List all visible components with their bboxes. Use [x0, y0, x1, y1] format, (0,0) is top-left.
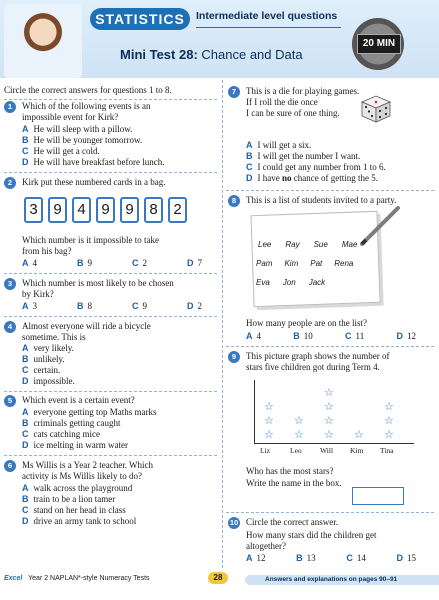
- option-c[interactable]: C certain.: [22, 365, 61, 375]
- question-2-options: [22, 258, 202, 268]
- number-card: 3: [24, 197, 43, 223]
- question-line: If I roll the die once: [246, 97, 318, 107]
- student-name: Pam: [256, 259, 273, 268]
- graph-star-icon: ☆: [384, 415, 394, 427]
- option-b[interactable]: B I will get the number I want.: [246, 151, 361, 161]
- option-a[interactable]: A I will get a six.: [246, 140, 312, 150]
- question-line: sometime. This is: [22, 332, 86, 342]
- graph-star-icon: ☆: [384, 429, 394, 441]
- answer-box[interactable]: [352, 487, 404, 505]
- graph-axis: [254, 380, 255, 444]
- number-cards: [24, 197, 187, 223]
- option-a[interactable]: A everyone getting top Maths marks: [22, 407, 157, 417]
- names-row: [256, 278, 325, 287]
- question-2-stem: Kirk put these numbered cards in a bag.: [22, 177, 166, 187]
- names-row: [256, 259, 353, 268]
- graph-star-icon: ☆: [324, 415, 334, 427]
- option-d[interactable]: D 12: [396, 331, 416, 341]
- question-line: altogether?: [246, 541, 286, 551]
- option-b[interactable]: B unlikely.: [22, 354, 65, 364]
- question-line: activity is Ms Willis likely to do?: [22, 471, 142, 481]
- question-10-stem: Circle the correct answer.: [246, 517, 338, 527]
- answers-ref: Answers and explanations on pages 90–91: [245, 575, 439, 585]
- option-a[interactable]: A walk across the playground: [22, 483, 133, 493]
- option-c[interactable]: C 11: [345, 331, 365, 341]
- number-card: 4: [72, 197, 91, 223]
- option-a[interactable]: A 4: [22, 258, 37, 268]
- test-number: Mini Test 28:: [120, 47, 198, 62]
- question-number: 4: [4, 321, 16, 333]
- graph-star-icon: ☆: [384, 401, 394, 413]
- question-number: 7: [228, 86, 240, 98]
- option-b[interactable]: B 10: [293, 331, 313, 341]
- number-card: 2: [168, 197, 187, 223]
- option-b[interactable]: B 13: [296, 553, 316, 563]
- student-photo: [4, 4, 82, 78]
- option-c[interactable]: C cats catching mice: [22, 429, 100, 439]
- question-line: stars five children got during Term 4.: [246, 362, 380, 372]
- graph-star-icon: ☆: [294, 429, 304, 441]
- option-c[interactable]: C 2: [132, 258, 147, 268]
- question-line: This is a die for playing games.: [246, 86, 360, 96]
- question-5-text: Which event is a certain event?: [22, 395, 135, 405]
- option-d[interactable]: D drive an army tank to school: [22, 516, 137, 526]
- timer-label: 20 MIN: [357, 34, 401, 54]
- section-title: STATISTICS: [90, 8, 190, 30]
- option-a[interactable]: A He will sleep with a pillow.: [22, 124, 133, 134]
- question-9-instruction: Write the name in the box.: [246, 478, 342, 488]
- graph-child-label: Leo: [290, 446, 302, 455]
- graph-axis: [254, 443, 414, 444]
- test-topic: Chance and Data: [201, 47, 303, 62]
- question-line: by Kirk?: [22, 289, 54, 299]
- column-divider: [222, 80, 223, 570]
- instructions: Circle the correct answers for questions 1 to 8.: [4, 85, 172, 95]
- question-line: I can be sure of one thing.: [246, 108, 340, 118]
- question-2-text: [22, 235, 159, 257]
- graph-star-icon: ☆: [324, 387, 334, 399]
- graph-star-icon: ☆: [354, 429, 364, 441]
- question-number: 8: [228, 195, 240, 207]
- level-underline: [196, 27, 341, 28]
- page-number: 28: [208, 572, 228, 584]
- student-name: Lee: [258, 240, 272, 249]
- question-number: 3: [4, 278, 16, 290]
- question-line: Almost everyone will ride a bicycle: [22, 321, 151, 331]
- option-d[interactable]: D impossible.: [22, 376, 75, 386]
- student-name: Kim: [284, 259, 299, 268]
- option-d[interactable]: D He will have breakfast before lunch.: [22, 157, 165, 167]
- book-title: Year 2 NAPLAN*-style Numeracy Tests: [28, 575, 150, 582]
- graph-child-label: Tina: [380, 446, 394, 455]
- option-a[interactable]: A very likely.: [22, 343, 74, 353]
- number-card: 9: [120, 197, 139, 223]
- question-number: 9: [228, 351, 240, 363]
- student-name: Ray: [285, 240, 300, 249]
- option-a[interactable]: A 3: [22, 301, 37, 311]
- question-number: 6: [4, 460, 16, 472]
- graph-star-icon: ☆: [294, 415, 304, 427]
- option-d[interactable]: D I have no chance of getting the 5.: [246, 173, 378, 183]
- option-a[interactable]: A 12: [246, 553, 266, 563]
- student-name: Mae: [341, 240, 358, 249]
- option-c[interactable]: C 14: [346, 553, 366, 563]
- publisher-logo: Excel: [4, 575, 23, 582]
- graph-child-label: Kim: [350, 446, 364, 455]
- question-line: Which of the following events is an: [22, 101, 151, 111]
- option-b[interactable]: B 8: [77, 301, 92, 311]
- question-3-options: [22, 301, 202, 311]
- divider: [4, 316, 218, 317]
- question-number: 2: [4, 177, 16, 189]
- question-line: This picture graph shows the number of: [246, 351, 390, 361]
- graph-star-icon: ☆: [264, 401, 274, 413]
- question-1-options: [22, 124, 164, 168]
- divider: [226, 346, 434, 347]
- divider: [226, 190, 434, 191]
- question-4-text: [22, 321, 151, 343]
- footer-book: [4, 575, 150, 582]
- die-icon: [358, 92, 392, 124]
- graph-star-icon: ☆: [324, 401, 334, 413]
- question-10-text: [246, 530, 376, 552]
- question-8-options: [246, 331, 416, 341]
- option-b[interactable]: B 9: [77, 258, 92, 268]
- question-8-text: This is a list of students invited to a party.: [246, 195, 397, 205]
- graph-star-icon: ☆: [264, 429, 274, 441]
- graph-star-icon: ☆: [324, 429, 334, 441]
- number-card: 9: [48, 197, 67, 223]
- question-9-question: Who has the most stars?: [246, 466, 334, 476]
- question-9-text: [246, 351, 389, 373]
- question-line: Which number is most likely to be chosen: [22, 278, 174, 288]
- option-d[interactable]: D 7: [187, 258, 202, 268]
- option-b[interactable]: B train to be a lion tamer: [22, 494, 116, 504]
- divider: [226, 512, 434, 513]
- student-name: Jon: [282, 278, 296, 287]
- question-number: 10: [229, 518, 239, 527]
- question-line: Ms Willis is a Year 2 teacher. Which: [22, 460, 154, 470]
- student-name: Pat: [310, 259, 323, 268]
- question-line: Which number is it impossible to take: [22, 235, 159, 245]
- divider: [4, 99, 218, 100]
- question-number: 1: [4, 101, 16, 113]
- option-c[interactable]: C I could get any number from 1 to 6.: [246, 162, 386, 172]
- question-line: How many stars did the children get: [246, 530, 377, 540]
- question-line: impossible event for Kirk?: [22, 112, 119, 122]
- question-4-options: [22, 343, 75, 387]
- test-title: [120, 47, 303, 62]
- student-name: Jack: [308, 278, 326, 287]
- question-number: 5: [4, 395, 16, 407]
- number-card: 9: [96, 197, 115, 223]
- option-d[interactable]: D 15: [396, 553, 416, 563]
- option-d[interactable]: D ice melting in warm water: [22, 440, 128, 450]
- question-7-text: [246, 86, 359, 119]
- option-c[interactable]: C 9: [132, 301, 147, 311]
- option-c[interactable]: C He will get a cold.: [22, 146, 100, 156]
- question-8-question: How many people are on the list?: [246, 318, 367, 328]
- question-6-options: [22, 483, 136, 527]
- divider: [4, 455, 218, 456]
- option-b[interactable]: B criminals getting caught: [22, 418, 121, 428]
- option-a[interactable]: A 4: [246, 331, 261, 341]
- level-label: Intermediate level questions: [196, 10, 338, 22]
- question-3-text: [22, 278, 174, 300]
- question-line: from his bag?: [22, 246, 72, 256]
- student-name: Rena: [334, 259, 354, 268]
- question-5-options: [22, 407, 156, 451]
- pencil-icon: [356, 202, 404, 248]
- question-7-options: [246, 140, 386, 184]
- number-card: 8: [144, 197, 163, 223]
- student-name: Sue: [313, 240, 328, 249]
- question-10-options: [246, 553, 416, 563]
- option-b[interactable]: B He will be younger tomorrow.: [22, 135, 143, 145]
- divider: [4, 273, 218, 274]
- graph-child-label: Liz: [260, 446, 270, 455]
- graph-child-label: Will: [320, 446, 334, 455]
- picture-graph: [248, 380, 414, 454]
- names-row: [258, 240, 357, 249]
- graph-star-icon: ☆: [264, 415, 274, 427]
- option-d[interactable]: D 2: [187, 301, 202, 311]
- option-c[interactable]: C stand on her head in class: [22, 505, 126, 515]
- question-1-text: [22, 101, 150, 123]
- question-6-text: [22, 460, 153, 482]
- divider: [4, 391, 218, 392]
- divider: [4, 172, 218, 173]
- student-name: Eva: [256, 278, 270, 287]
